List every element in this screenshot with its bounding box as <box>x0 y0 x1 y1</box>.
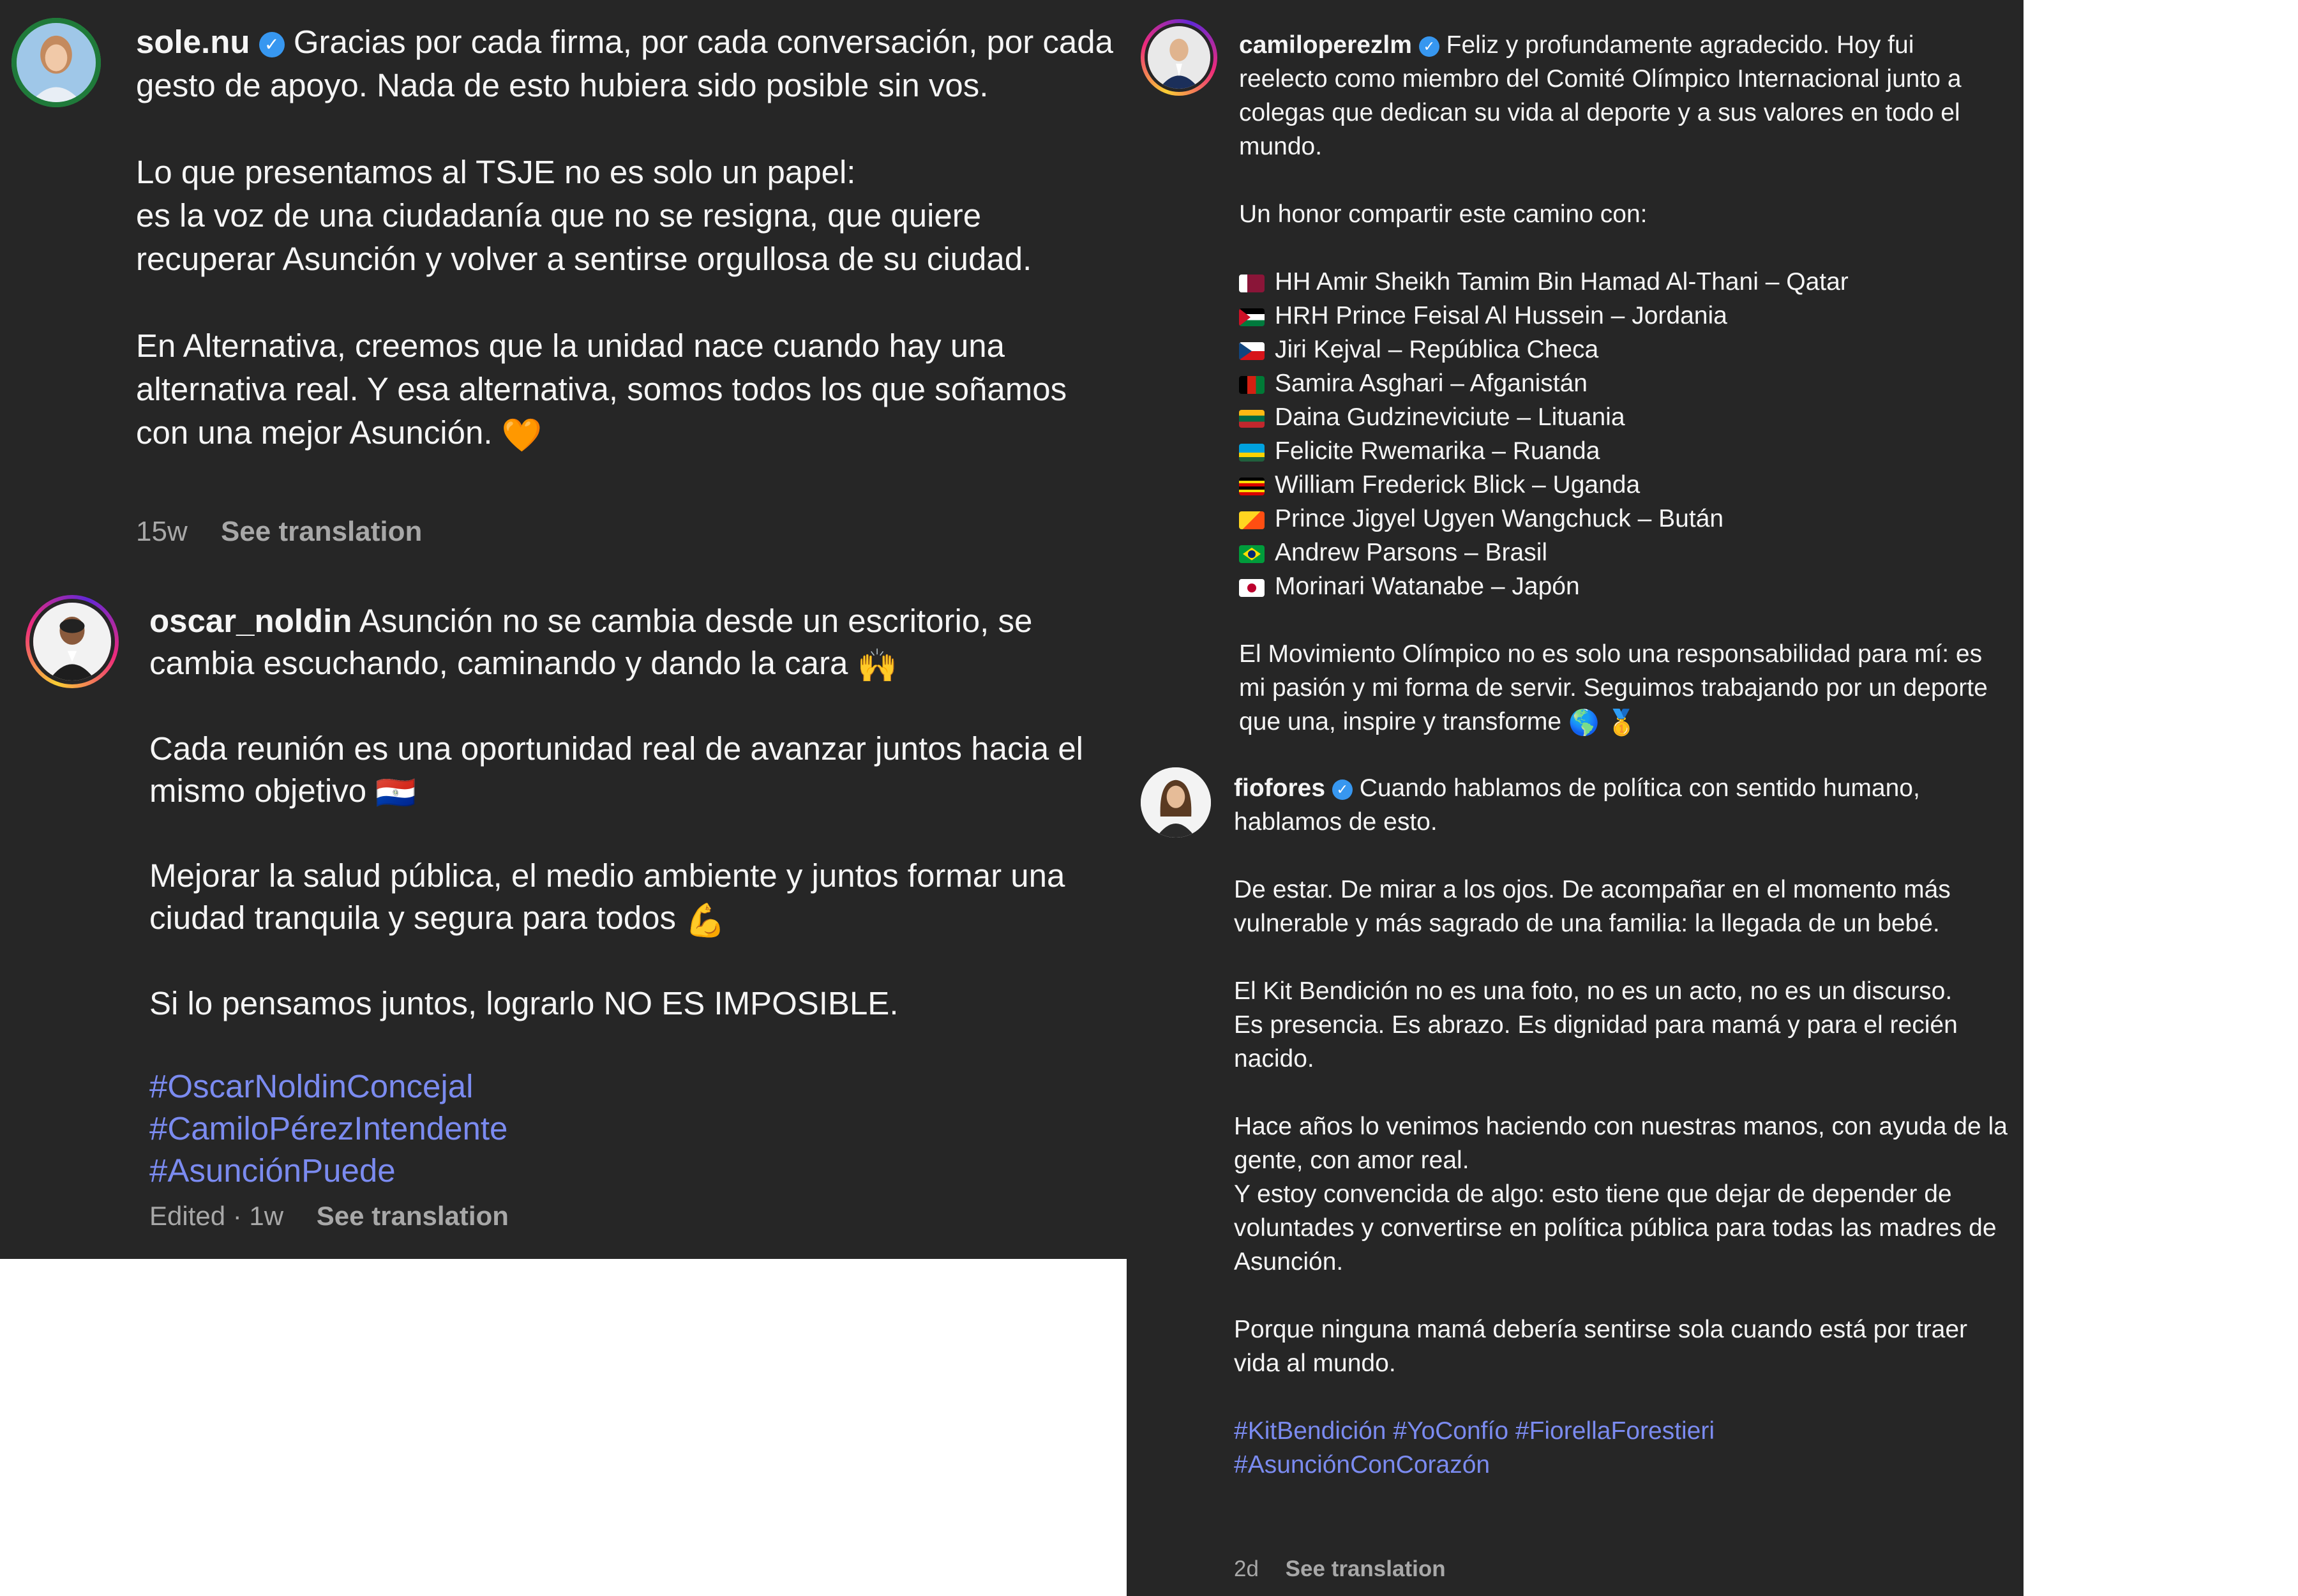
list-item: Daina Gudzineviciute – Lituania <box>1239 400 2008 434</box>
avatar[interactable] <box>1141 767 1211 838</box>
raised-hands-icon: 🙌 <box>857 647 898 684</box>
verified-badge-icon: ✓ <box>1332 779 1353 800</box>
hashtag-link[interactable]: #AsunciónConCorazón <box>1234 1451 1491 1479</box>
hashtag-link[interactable]: #CamiloPérezIntendente <box>149 1110 508 1147</box>
left-panel <box>0 0 1127 1259</box>
afghanistan-flag-icon <box>1239 376 1265 394</box>
jordan-flag-icon <box>1239 308 1265 326</box>
paragraph: Porque ninguna mamá debería sentirse sola cuando está por traer vida al mundo. <box>1234 1316 1968 1377</box>
timestamp: Edited · 1w <box>149 1201 284 1231</box>
see-translation-link[interactable]: See translation <box>1285 1556 1446 1581</box>
comment-meta <box>149 1199 509 1233</box>
paragraph: De estar. De mirar a los ojos. De acompañar en el momento más vulnerable y más sagrado de una familia: la llegada de un bebé. <box>1234 876 1951 937</box>
paragraph: En Alternativa, creemos que la unidad nace cuando hay una alternativa real. Y esa alternativa, somos todos los que soñamos con una mejor Asunción. <box>136 327 1067 451</box>
lithuania-flag-icon <box>1239 410 1265 428</box>
comment-text <box>1234 771 2009 1482</box>
comment-post <box>1127 760 2024 1596</box>
hashtag-link[interactable]: #OscarNoldinConcejal <box>149 1067 474 1104</box>
hashtag-link[interactable]: #KitBendición #YoConfío #FiorellaForestieri <box>1234 1417 1715 1445</box>
paragraph: Y estoy convencida de algo: esto tiene que dejar de depender de voluntades y convertirse en política pública para todas las madres de Asunción. <box>1234 1180 1997 1276</box>
profile-photo-icon <box>17 23 96 102</box>
username[interactable]: camiloperezlm <box>1239 31 1412 59</box>
qatar-flag-icon <box>1239 275 1265 292</box>
orange-heart-icon: 🧡 <box>501 416 543 453</box>
paragraph: Cada reunión es una oportunidad real de avanzar juntos hacia el mismo objetivo <box>149 730 1084 809</box>
verified-badge-icon: ✓ <box>259 32 285 57</box>
paragraph: es la voz de una ciudadanía que no se resigna, que quiere recuperar Asunción y volver a sentirse orgullosa de su ciudad. <box>136 197 1032 277</box>
comment-post <box>0 587 1127 1259</box>
paragraph: Un honor compartir este camino con: <box>1239 200 1648 228</box>
timestamp: 15w <box>136 516 188 547</box>
hashtag-link[interactable]: #AsunciónPuede <box>149 1152 396 1189</box>
see-translation-link[interactable]: See translation <box>220 516 423 547</box>
japan-flag-icon <box>1239 579 1265 597</box>
paragraph: Es presencia. Es abrazo. Es dignidad para mamá y para el recién nacido. <box>1234 1011 1958 1073</box>
paraguay-flag-icon: 🇵🇾 <box>375 774 416 811</box>
profile-photo-icon <box>1148 26 1210 89</box>
list-item: Morinari Watanabe – Japón <box>1239 569 2008 603</box>
username[interactable]: fiofores <box>1234 774 1326 802</box>
rwanda-flag-icon <box>1239 444 1265 462</box>
right-panel <box>1127 0 2024 1596</box>
avatar[interactable] <box>11 18 101 107</box>
list-item: Samira Asghari – Afganistán <box>1239 366 2008 400</box>
paragraph: El Movimiento Olímpico no es solo una responsabilidad para mí: es mi pasión y mi forma de servir. Seguimos trabajando por un deporte que una, inspire y transforme <box>1239 640 1988 735</box>
verified-badge-icon: ✓ <box>1419 36 1439 57</box>
profile-photo-icon <box>1141 767 1211 838</box>
username[interactable]: oscar_noldin <box>149 603 352 639</box>
uganda-flag-icon <box>1239 478 1265 495</box>
comment-lead: Cuando hablamos de política con sentido humano, hablamos de esto. <box>1234 774 1920 836</box>
comment-lead: Asunción no se cambia desde un escritorio, se cambia escuchando, caminando y dando la cara <box>149 603 1033 681</box>
paragraph: Si lo pensamos juntos, lograrlo NO ES IMPOSIBLE. <box>149 984 899 1021</box>
globe-medal-icon: 🌎 🥇 <box>1568 709 1637 737</box>
username[interactable]: sole.nu <box>136 24 250 60</box>
paragraph: Mejorar la salud pública, el medio ambiente y juntos formar una ciudad tranquila y segura para todos <box>149 857 1065 937</box>
avatar[interactable] <box>1141 19 1217 96</box>
avatar[interactable] <box>26 595 119 688</box>
comment-post <box>0 0 1127 587</box>
list-item: Prince Jigyel Ugyen Wangchuck – Bután <box>1239 502 2008 536</box>
bhutan-flag-icon <box>1239 511 1265 529</box>
see-translation-link[interactable]: See translation <box>316 1201 509 1231</box>
list-item: Andrew Parsons – Brasil <box>1239 536 2008 569</box>
comment-lead: Feliz y profundamente agradecido. Hoy fui reelecto como miembro del Comité Olímpico Internacional junto a colegas que dedican su vida al deporte y a sus valores en todo el mundo. <box>1239 31 1962 160</box>
brazil-flag-icon <box>1239 545 1265 563</box>
list-item: HH Amir Sheikh Tamim Bin Hamad Al-Thani – Qatar <box>1239 265 2008 299</box>
list-item: Felicite Rwemarika – Ruanda <box>1239 434 2008 468</box>
comment-text <box>1239 28 2008 740</box>
comment-text <box>149 600 1107 1192</box>
czech-flag-icon <box>1239 342 1265 360</box>
comment-lead: Gracias por cada firma, por cada conversación, por cada gesto de apoyo. Nada de esto hubiera sido posible sin vos. <box>136 24 1114 103</box>
flexed-biceps-icon: 💪 <box>685 901 726 938</box>
list-item: Jiri Kejval – República Checa <box>1239 333 2008 366</box>
comment-meta <box>136 514 422 550</box>
paragraph: Hace años lo venimos haciendo con nuestras manos, con ayuda de la gente, con amor real. <box>1234 1113 2008 1174</box>
comment-meta <box>1234 1555 1446 1583</box>
list-item: HRH Prince Feisal Al Hussein – Jordania <box>1239 299 2008 333</box>
timestamp: 2d <box>1234 1556 1259 1581</box>
comment-post <box>1127 0 2024 760</box>
comment-text <box>136 20 1119 457</box>
profile-photo-icon <box>33 603 111 681</box>
list-item: William Frederick Blick – Uganda <box>1239 468 2008 502</box>
paragraph: Lo que presentamos al TSJE no es solo un papel: <box>136 154 856 190</box>
paragraph: El Kit Bendición no es una foto, no es un acto, no es un discurso. <box>1234 977 1953 1005</box>
